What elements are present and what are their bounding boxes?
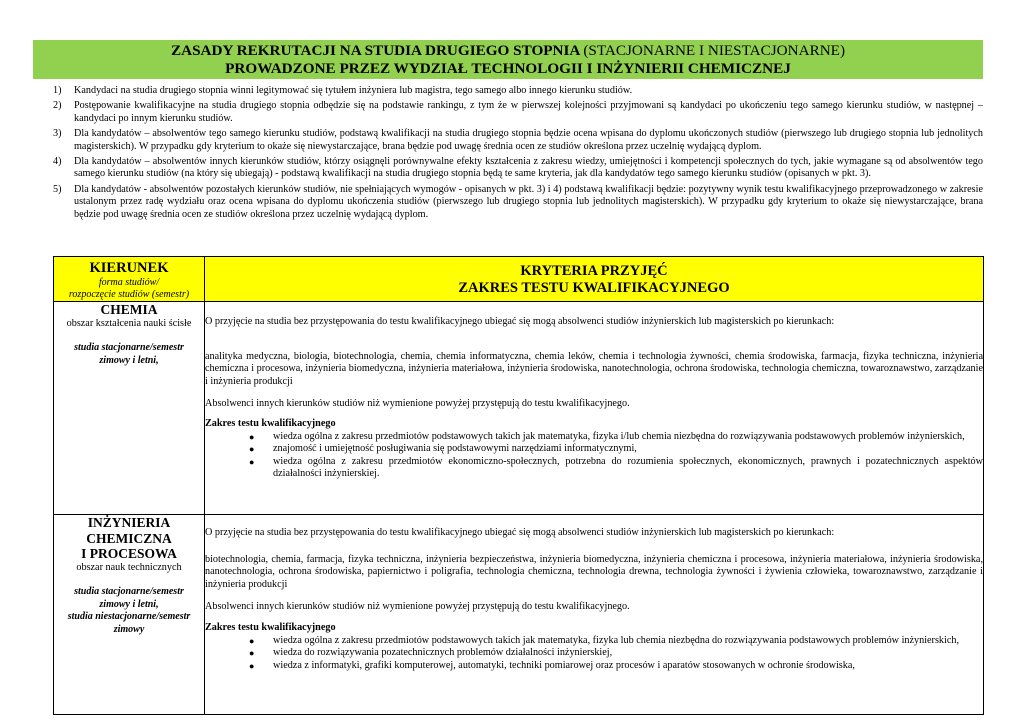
program-name-line: CHEMICZNA: [86, 530, 172, 546]
eligible-directions: biotechnologia, chemia, farmacja, fizyka techniczna, inżynieria bezpieczeństwa, inżynieria biomedyczna, inżynieria chemiczna i procesowa, inżynieria materiałowa, inżynieria środowiska, nanotechnologia, ochrona środowiska, papiernictwo i poligrafia, technologia chemiczna, technologia drewna, technologia żywności i żywienia człowieka, towaroznawstwo, zarządzanie i inżynieria produkcji: [205, 553, 983, 590]
title-banner: [33, 40, 983, 79]
study-form-line: zimowy i letni,: [99, 354, 159, 366]
list-item: [205, 647, 983, 660]
list-item: [205, 456, 983, 481]
rule-item: [53, 156, 983, 181]
program-field: obszar kształcenia nauki ścisłe: [66, 317, 192, 329]
header-kryteria-line1: KRYTERIA PRZYJĘĆ: [520, 263, 668, 279]
table-row: [54, 515, 984, 715]
program-cell: [54, 515, 205, 715]
criteria-cell: [205, 515, 984, 715]
study-form-line: studia niestacjonarne/semestr: [67, 611, 191, 623]
rule-item: [53, 100, 983, 125]
rule-item: [53, 85, 983, 98]
others-note: Absolwenci innych kierunków studiów niż wymienione powyżej przystępują do testu kwalifikacyjnego.: [205, 398, 630, 410]
bullet-icon: ●: [249, 444, 255, 455]
scope-item-text: wiedza z informatyki, grafiki komputerowej, automatyki, techniki pomiarowej oraz procesów i aparatów stosowanych w ochronie środowiska,: [273, 659, 855, 671]
header-kierunek-title: KIERUNEK: [89, 260, 169, 276]
study-form-line: studia stacjonarne/semestr: [74, 586, 184, 598]
header-kryteria: [205, 257, 984, 302]
title-parenthetical: (STACJONARNE I NIESTACJONARNE): [583, 42, 846, 59]
bullet-icon: ●: [249, 635, 255, 646]
rule-number: 5): [53, 183, 62, 195]
header-kierunek: [54, 257, 205, 302]
criteria-cell: [205, 302, 984, 515]
eligible-directions: analityka medyczna, biologia, biotechnologia, chemia, chemia informatyczna, chemia leków, chemia i technologia żywności, chemia środowiska, farmacja, fizyka techniczna, inżynieria chemiczna i procesowa, inżynieria biomedyczna, inżynieria materiałowa, inżynieria środowiska, nanotechnologia, ochrona środowiska, technologia chemiczna, towaroznawstwo, zarządzanie i inżynieria produkcji: [205, 350, 983, 387]
rule-text: Dla kandydatów - absolwentów pozostałych kierunków studiów, nie spełniających wymogów - opisanych w pkt. 3) i 4) podstawą kwalifikacji będzie: pozytywny wynik testu kwalifikacyjnego przeprowadzonego w zakresie ustalonym przez radę wydziału oraz ocena wpisana do dyplomu ukończenia studiów (pierwszego lub drugiego stopnia lub jednolitych magisterskich). W przypadku gdy kryterium to okaże się niewystarczające, brana będzie pod uwagę średnia ocen ze studiów określona przez uczelnię wydającą dyplom.: [74, 183, 983, 220]
study-form-line: zimowy i letni,: [99, 598, 159, 610]
header-kierunek-sub2: rozpoczęcie studiów (semestr): [68, 289, 190, 300]
scope-item-text: wiedza ogólna z zakresu przedmiotów podstawowych takich jak matematyka, fizyka lub chemia niezbędna do rozwiązywania podstawowych problemów inżynierskich,: [273, 634, 960, 646]
table-header-row: [54, 257, 984, 302]
scope-title: Zakres testu kwalifikacyjnego: [205, 621, 336, 633]
rule-text: Dla kandydatów – absolwentów innych kierunków studiów, którzy osiągnęli porównywalne efekty kształcenia z zakresu wiedzy, umiejętności i kompetencji społecznych do tych, jakie wymagane są od absolwentów tego samego kierunku studiów (na który się ubiegają) - podstawą kwalifikacji na studia drugiego stopnia będą te same kryteria, jak dla kandydatów tego samego kierunku studiów (opisanych w pkt. 3).: [74, 155, 983, 180]
rule-text: Kandydaci na studia drugiego stopnia winni legitymować się tytułem inżyniera lub magistra, tego samego albo innego kierunku studiów.: [74, 85, 633, 96]
program-name-line: INŻYNIERIA: [87, 515, 171, 530]
rules-list: [53, 85, 983, 224]
criteria-intro: O przyjęcie na studia bez przystępowania do testu kwalifikacyjnego ubiegać się mogą absolwenci studiów inżynierskich lub magisterskich po kierunkach:: [205, 316, 835, 327]
rule-text: Postępowanie kwalifikacyjne na studia drugiego stopnia odbędzie się na podstawie rankingu, z tym że w pierwszej kolejności przyjmowani są kandydaci po ukończeniu tego samego kierunku studiów, w następnej – kandydaci po innym kierunku studiów.: [74, 100, 983, 124]
program-cell: [54, 302, 205, 515]
title-main: ZASADY REKRUTACJI NA STUDIA DRUGIEGO STOPNIA: [170, 42, 580, 59]
scope-list: [205, 635, 983, 673]
list-item: [205, 660, 983, 673]
criteria-table: [53, 256, 984, 715]
program-name: CHEMIA: [100, 302, 158, 317]
rule-item: [53, 184, 983, 222]
study-form-line: zimowy: [113, 623, 145, 635]
scope-item-text: wiedza ogólna z zakresu przedmiotów ekonomiczno-społecznych, potrzebna do rozumienia społecznych, ekonomicznych, prawnych i pozatechnicznych aspektów działalności inżynierskiej.: [273, 455, 983, 480]
bullet-icon: ●: [249, 431, 255, 442]
rule-number: 3): [53, 127, 62, 139]
scope-item-text: znajomość i umiejętność posługiwania się podstawowymi narzędziami informatycznymi,: [273, 443, 637, 455]
others-note: Absolwenci innych kierunków studiów niż wymienione powyżej przystępują do testu kwalifikacyjnego.: [205, 601, 630, 613]
program-field: obszar nauk technicznych: [76, 561, 182, 573]
title-line-1: [33, 42, 983, 60]
scope-list: [205, 431, 983, 481]
list-item: [205, 443, 983, 456]
scope-item-text: wiedza ogólna z zakresu przedmiotów podstawowych takich jak matematyka, fizyka i/lub chemia niezbędna do rozwiązywania podstawowych problemów inżynierskich,: [273, 430, 965, 442]
title-line-2: PROWADZONE PRZEZ WYDZIAŁ TECHNOLOGII I INŻYNIERII CHEMICZNEJ: [225, 60, 791, 77]
rule-number: 2): [53, 100, 62, 112]
bullet-icon: ●: [249, 456, 255, 467]
list-item: [205, 431, 983, 444]
rule-number: 4): [53, 155, 62, 167]
list-item: [205, 635, 983, 648]
criteria-intro: O przyjęcie na studia bez przystępowania do testu kwalifikacyjnego ubiegać się mogą absolwenci studiów inżynierskich lub magisterskich po kierunkach:: [205, 527, 835, 538]
study-form: [54, 342, 204, 367]
study-form: [54, 586, 204, 636]
header-kierunek-sub1: forma studiów/: [98, 277, 160, 288]
scope-title: Zakres testu kwalifikacyjnego: [205, 417, 336, 429]
scope-item-text: wiedza do rozwiązywania pozatechnicznych problemów działalności inżynierskiej,: [273, 647, 613, 659]
header-kryteria-line2: ZAKRES TESTU KWALIFIKACYJNEGO: [458, 280, 730, 296]
rule-text: Dla kandydatów – absolwentów tego samego kierunku studiów, podstawą kwalifikacji na studia drugiego stopnia będzie ocena wpisana do dyplomu ukończonych studiów (pierwszego lub drugiego stopnia lub jednolitych magisterskich). W przypadku gdy kryterium to okaże się niewystarczające, brana będzie pod uwagę średnia ocen ze studiów określona przez uczelnię wydającą dyplom.: [74, 127, 983, 152]
bullet-icon: ●: [249, 660, 255, 671]
rule-item: [53, 128, 983, 153]
study-form-line: studia stacjonarne/semestr: [74, 342, 184, 354]
table-row: [54, 302, 984, 515]
bullet-icon: ●: [249, 648, 255, 659]
program-name-line: I PROCESOWA: [81, 546, 177, 561]
rule-number: 1): [53, 85, 62, 96]
